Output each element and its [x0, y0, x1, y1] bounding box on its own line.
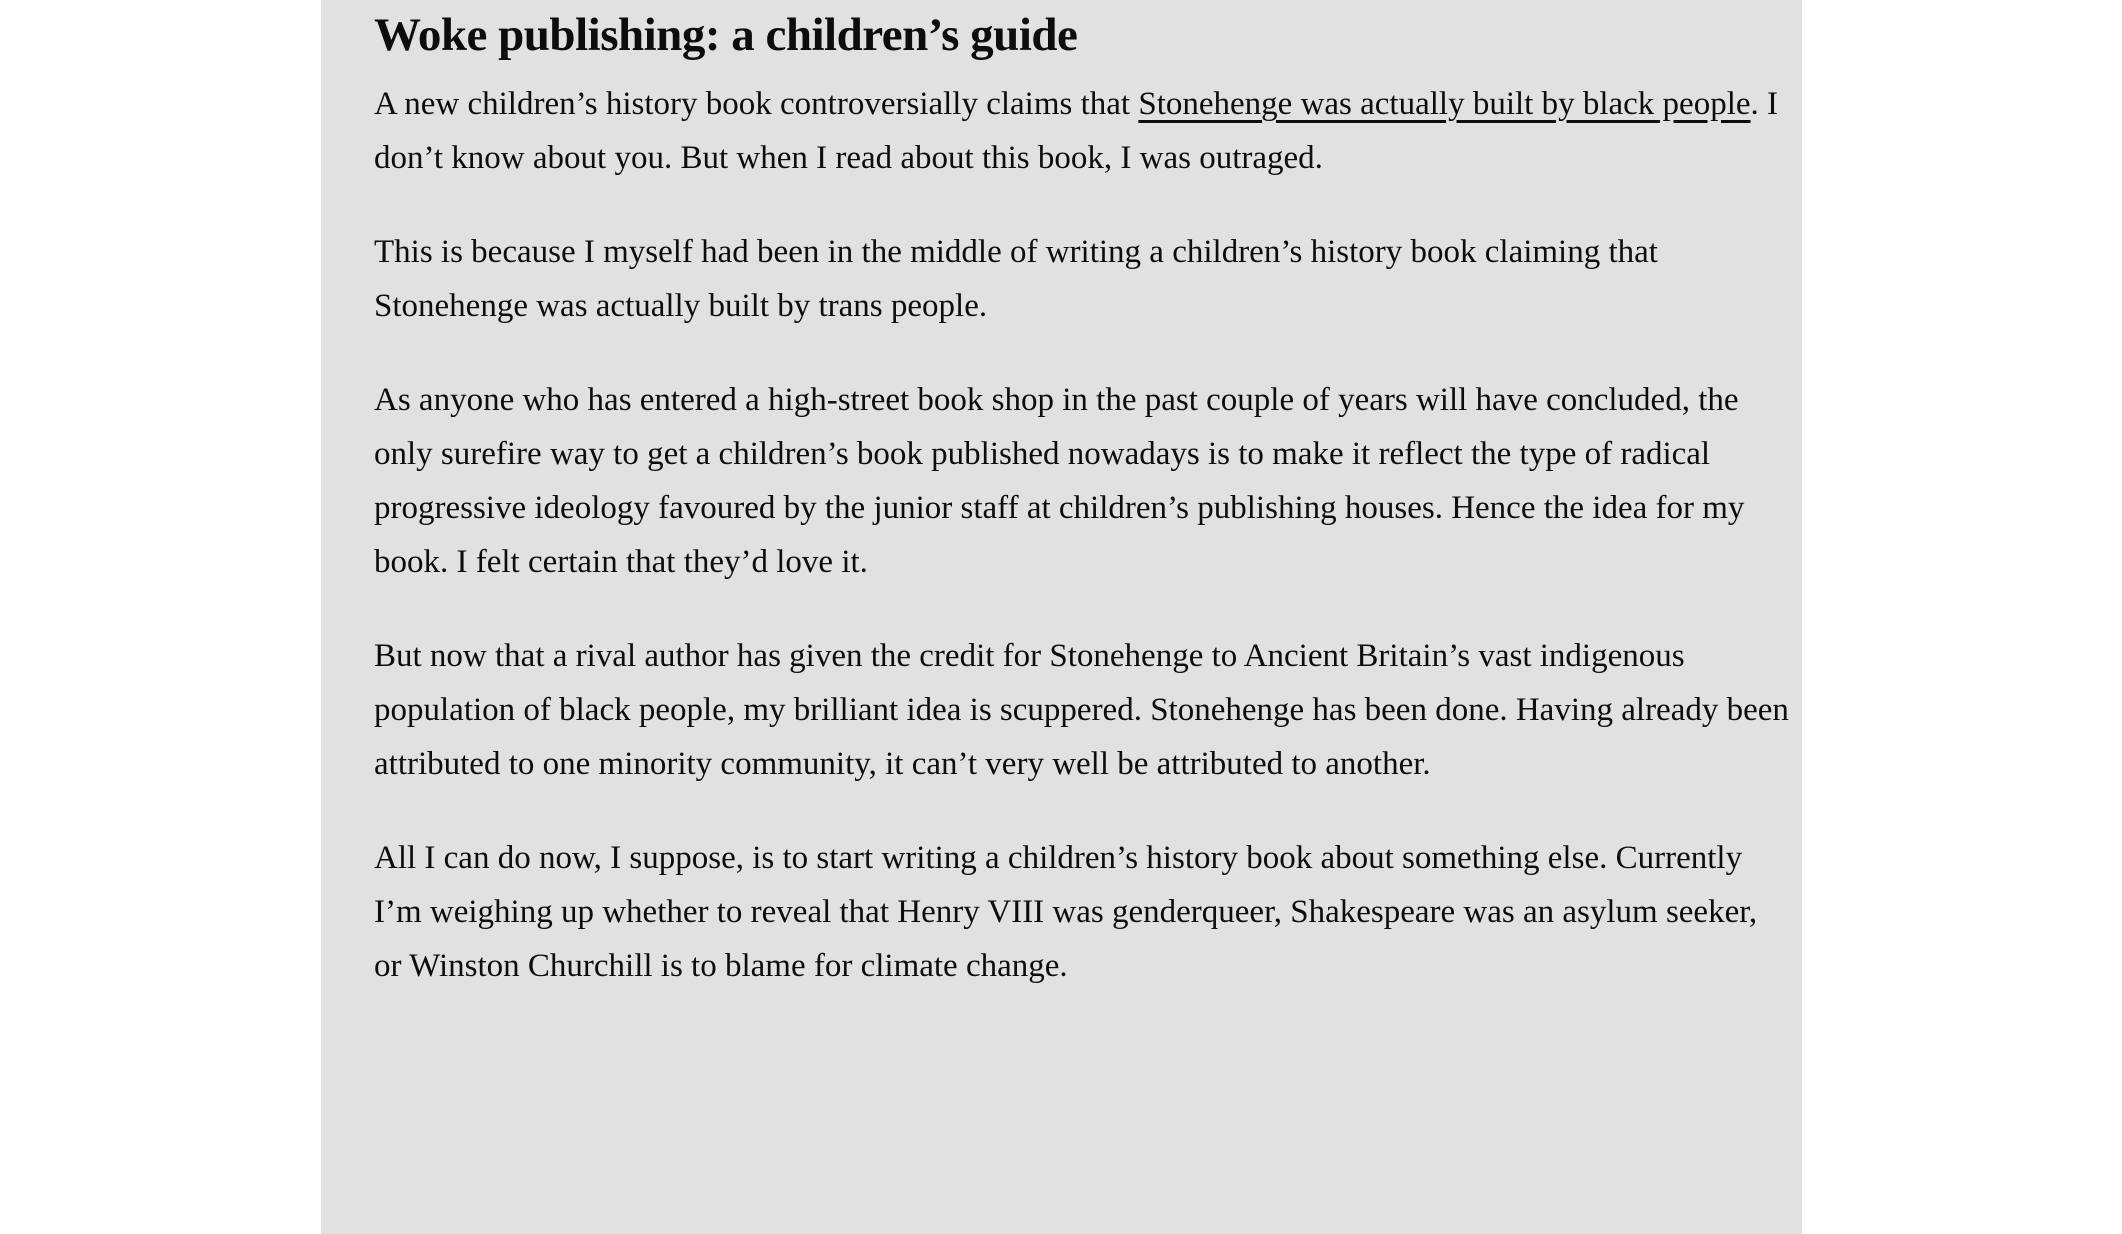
- stonehenge-article-link[interactable]: Stonehenge was actually built by black people: [1138, 86, 1751, 122]
- article-paragraph: This is because I myself had been in the middle of writing a children’s history book claiming that Stonehenge was actually built by trans people.: [374, 234, 1658, 324]
- article-title: Woke publishing: a children’s guide: [374, 9, 1078, 61]
- article-paragraph: But now that a rival author has given the credit for Stonehenge to Ancient Britain’s vast indigenous population of black people, my brilliant idea is scuppered. Stonehenge has been done. Having already been attributed to one minority community, it can’t very well be attributed to another.: [374, 638, 1789, 782]
- article-panel: [321, 0, 1802, 1234]
- article-paragraph: As anyone who has entered a high-street book shop in the past couple of years will have concluded, the only surefire way to get a children’s book published nowadays is to make it reflect the type of radical progressive ideology favoured by the junior staff at children’s publishing houses. Hence the idea for my book. I felt certain that they’d love it.: [374, 382, 1745, 580]
- intro-text-before-link: A new children’s history book controversially claims that: [374, 86, 1139, 122]
- article-paragraph-intro: [374, 77, 1792, 185]
- article-paragraph: All I can do now, I suppose, is to start writing a children’s history book about something else. Currently I’m weighing up whether to reveal that Henry VIII was genderqueer, Shakespeare was an asylum seeker, or Winston Churchill is to blame for climate change.: [374, 840, 1758, 984]
- intro-text-after-link: . I don’t know about you. But when I read about this book, I was outraged.: [374, 86, 1779, 176]
